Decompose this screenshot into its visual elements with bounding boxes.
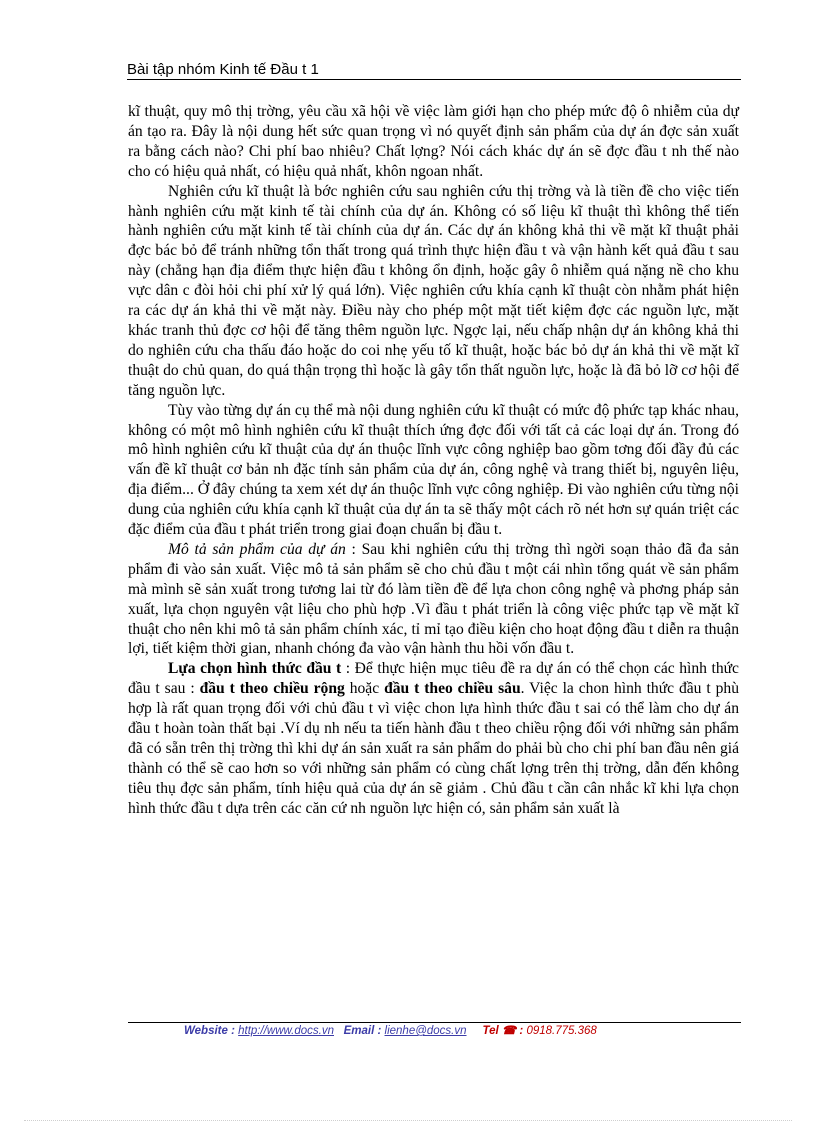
website-label: Website [184,1025,228,1037]
phone-label: Tel ☎ [482,1025,517,1037]
page-break-line [24,1120,792,1121]
paragraph-5-text-3: . Việc la chon hình thức đầu t phù hợp là rất quan trọng đối với chủ đầu t vì việc chon lựa hình thức đầu t sai có thể làm cho dự án đầu t hoàn toàn thất bại .Ví dụ nh nếu ta tiến hành đầu t theo chiều rộng đối với những sản phẩm đã có sẵn trên thị trờng thì khi dự án sản xuất ra sản phẩm do phải bù cho chi phí ban đầu nên giá thành có thể sẽ cao hơn so với những sản phẩm có cùng chất lợng trên thị trờng, dẫn đến không tiêu thụ đợc sản phẩm, tính hiệu quả của dự án sẽ giảm . Chủ đầu t cần cân nhắc kĩ khi lựa chọn hình thức đầu t dựa trên các căn cứ nh nguồn lực hiện có, sản phẩm sản xuất là [128,680,740,817]
paragraph-4 [128,540,739,659]
paragraph-3: Tùy vào từng dự án cụ thể mà nội dung nghiên cứu kĩ thuật có mức độ phức tạp khác nhau, không có một mô hình nghiên cứu kĩ thuật thích ứng đợc đối với tất cả các loại dự án. Trong đó mô hình nghiên cứu kĩ thuật của dự án thuộc lĩnh vực công nghiệp bao gồm tơng đối đầy đủ các vấn đề kĩ thuật cơ bản nh đặc tính sản phẩm của dự án, công nghệ và trang thiết bị, nguyên liệu, địa điểm... Ở đây chúng ta xem xét dự án thuộc lĩnh vực công nghiệp. Đi vào nghiên cứu từng nội dung của nghiên cứu khía cạnh kĩ thuật của dự án ta sẽ thấy một cách rõ nét hơn sự quán triệt các đặc điểm của đầu t phát triển trong giai đoạn chuẩn bị đầu t. [128,401,739,539]
section-heading-product: Mô tả sản phẩm của dự án [168,540,346,558]
website-link[interactable]: http://www.docs.vn [238,1025,334,1037]
paragraph-5 [128,659,739,818]
term-depth-investment: đầu t theo chiều sâu [384,680,521,698]
paragraph-5-text-2: hoặc [344,680,385,698]
paragraph-2: Nghiên cứu kĩ thuật là bớc nghiên cứu sau nghiên cứu thị trờng và là tiền đề cho việc tiến hành nghiên cứu mặt kinh tế tài chính của dự án. Không có số liệu kĩ thuật thì không thể tiến hành nghiên cứu mặt kinh tế tài chính của dự án. Các dự án không khả thi về mặt kĩ thuật phải đợc bác bỏ để tránh những tổn thất trong quá trình thực hiện đầu t và vận hành kết quả đầu t sau này (chẳng hạn địa điểm thực hiện đầu t không ổn định, hoặc gây ô nhiễm quá nặng nề cho khu vực dân c đòi hỏi chi phí xử lý quá lớn). Việc nghiên cứu khía cạnh kĩ thuật còn nhằm phát hiện ra các dự án khả thi về mặt này. Điều này cho phép một mặt tiết kiệm đợc các nguồn lực, mặt khác tranh thủ đợc cơ hội để tăng thêm nguồn lực. Ngợc lại, nếu chấp nhận dự án không khả thi do nghiên cứu cha thấu đáo hoặc do coi nhẹ yếu tố kĩ thuật, hoặc bác bỏ dự án khả thi về mặt kĩ thuật do chủ quan, do quá thận trọng thì hoặc là gây tổn thất nguồn lực, hoặc là đã bỏ lỡ cơ hội để tăng nguồn lực. [128,182,739,399]
term-breadth-investment: đầu t theo chiều rộng [199,680,345,698]
paragraph-5-text-1: : Để thực hiện mục tiêu đề ra dự án có thể chọn các hình thức đầu t sau : [128,660,739,698]
paragraph-1: kĩ thuật, quy mô thị trờng, yêu cầu xã hội về việc làm giới hạn cho phép mức độ ô nhiễm của dự án tạo ra. Đây là nội dung hết sức quan trọng vì nó quyết định sản phẩm của dự án đợc sản xuất ra bằng cách nào? Chi phí bao nhiêu? Chất lợng? Nói cách khác dự án sẽ đợc đầu t nh thế nào cho có hiệu quả nhất, có hiệu quả nhất, khôn ngoan nhất. [128,103,739,180]
paragraph-4-body: : Sau khi nghiên cứu thị trờng thì ngời soạn thảo đã đa sản phẩm đi vào sản xuất. Việc mô tả sản phẩm sẽ cho chủ đầu t một cái nhìn tổng quát về sản phẩm mà mình sẽ sản xuất trong tương lai từ đó làm tiền đề để lựa chon công nghệ và phơng pháp sản xuất, lựa chọn nguyên vật liệu cho phù hợp .Vì đầu t phát triển là công việc phức tạp về mặt kĩ thuật cho nên khi mô tả sản phẩm chính xác, tỉ mỉ tạo điều kiện cho hoạt động đầu t diễn ra thuận lợi, tiết kiệm thời gian, nhanh chóng đa vào vận hành thu hồi vốn đầu t. [128,540,739,658]
page-footer: Website : http://www.docs.vn Email : lienhe@docs.vn Tel ☎ : 0918.775.368 [128,1022,741,1040]
section-heading-investment-form: Lựa chọn hình thức đầu t [168,660,342,678]
document-body [128,102,739,819]
email-label: Email [343,1025,375,1037]
email-link[interactable]: lienhe@docs.vn [384,1025,467,1037]
phone-number: 0918.775.368 [526,1025,597,1037]
page-header [127,61,741,80]
header-title: Bài tập nhóm Kinh tế Đầu t 1 [127,61,319,78]
